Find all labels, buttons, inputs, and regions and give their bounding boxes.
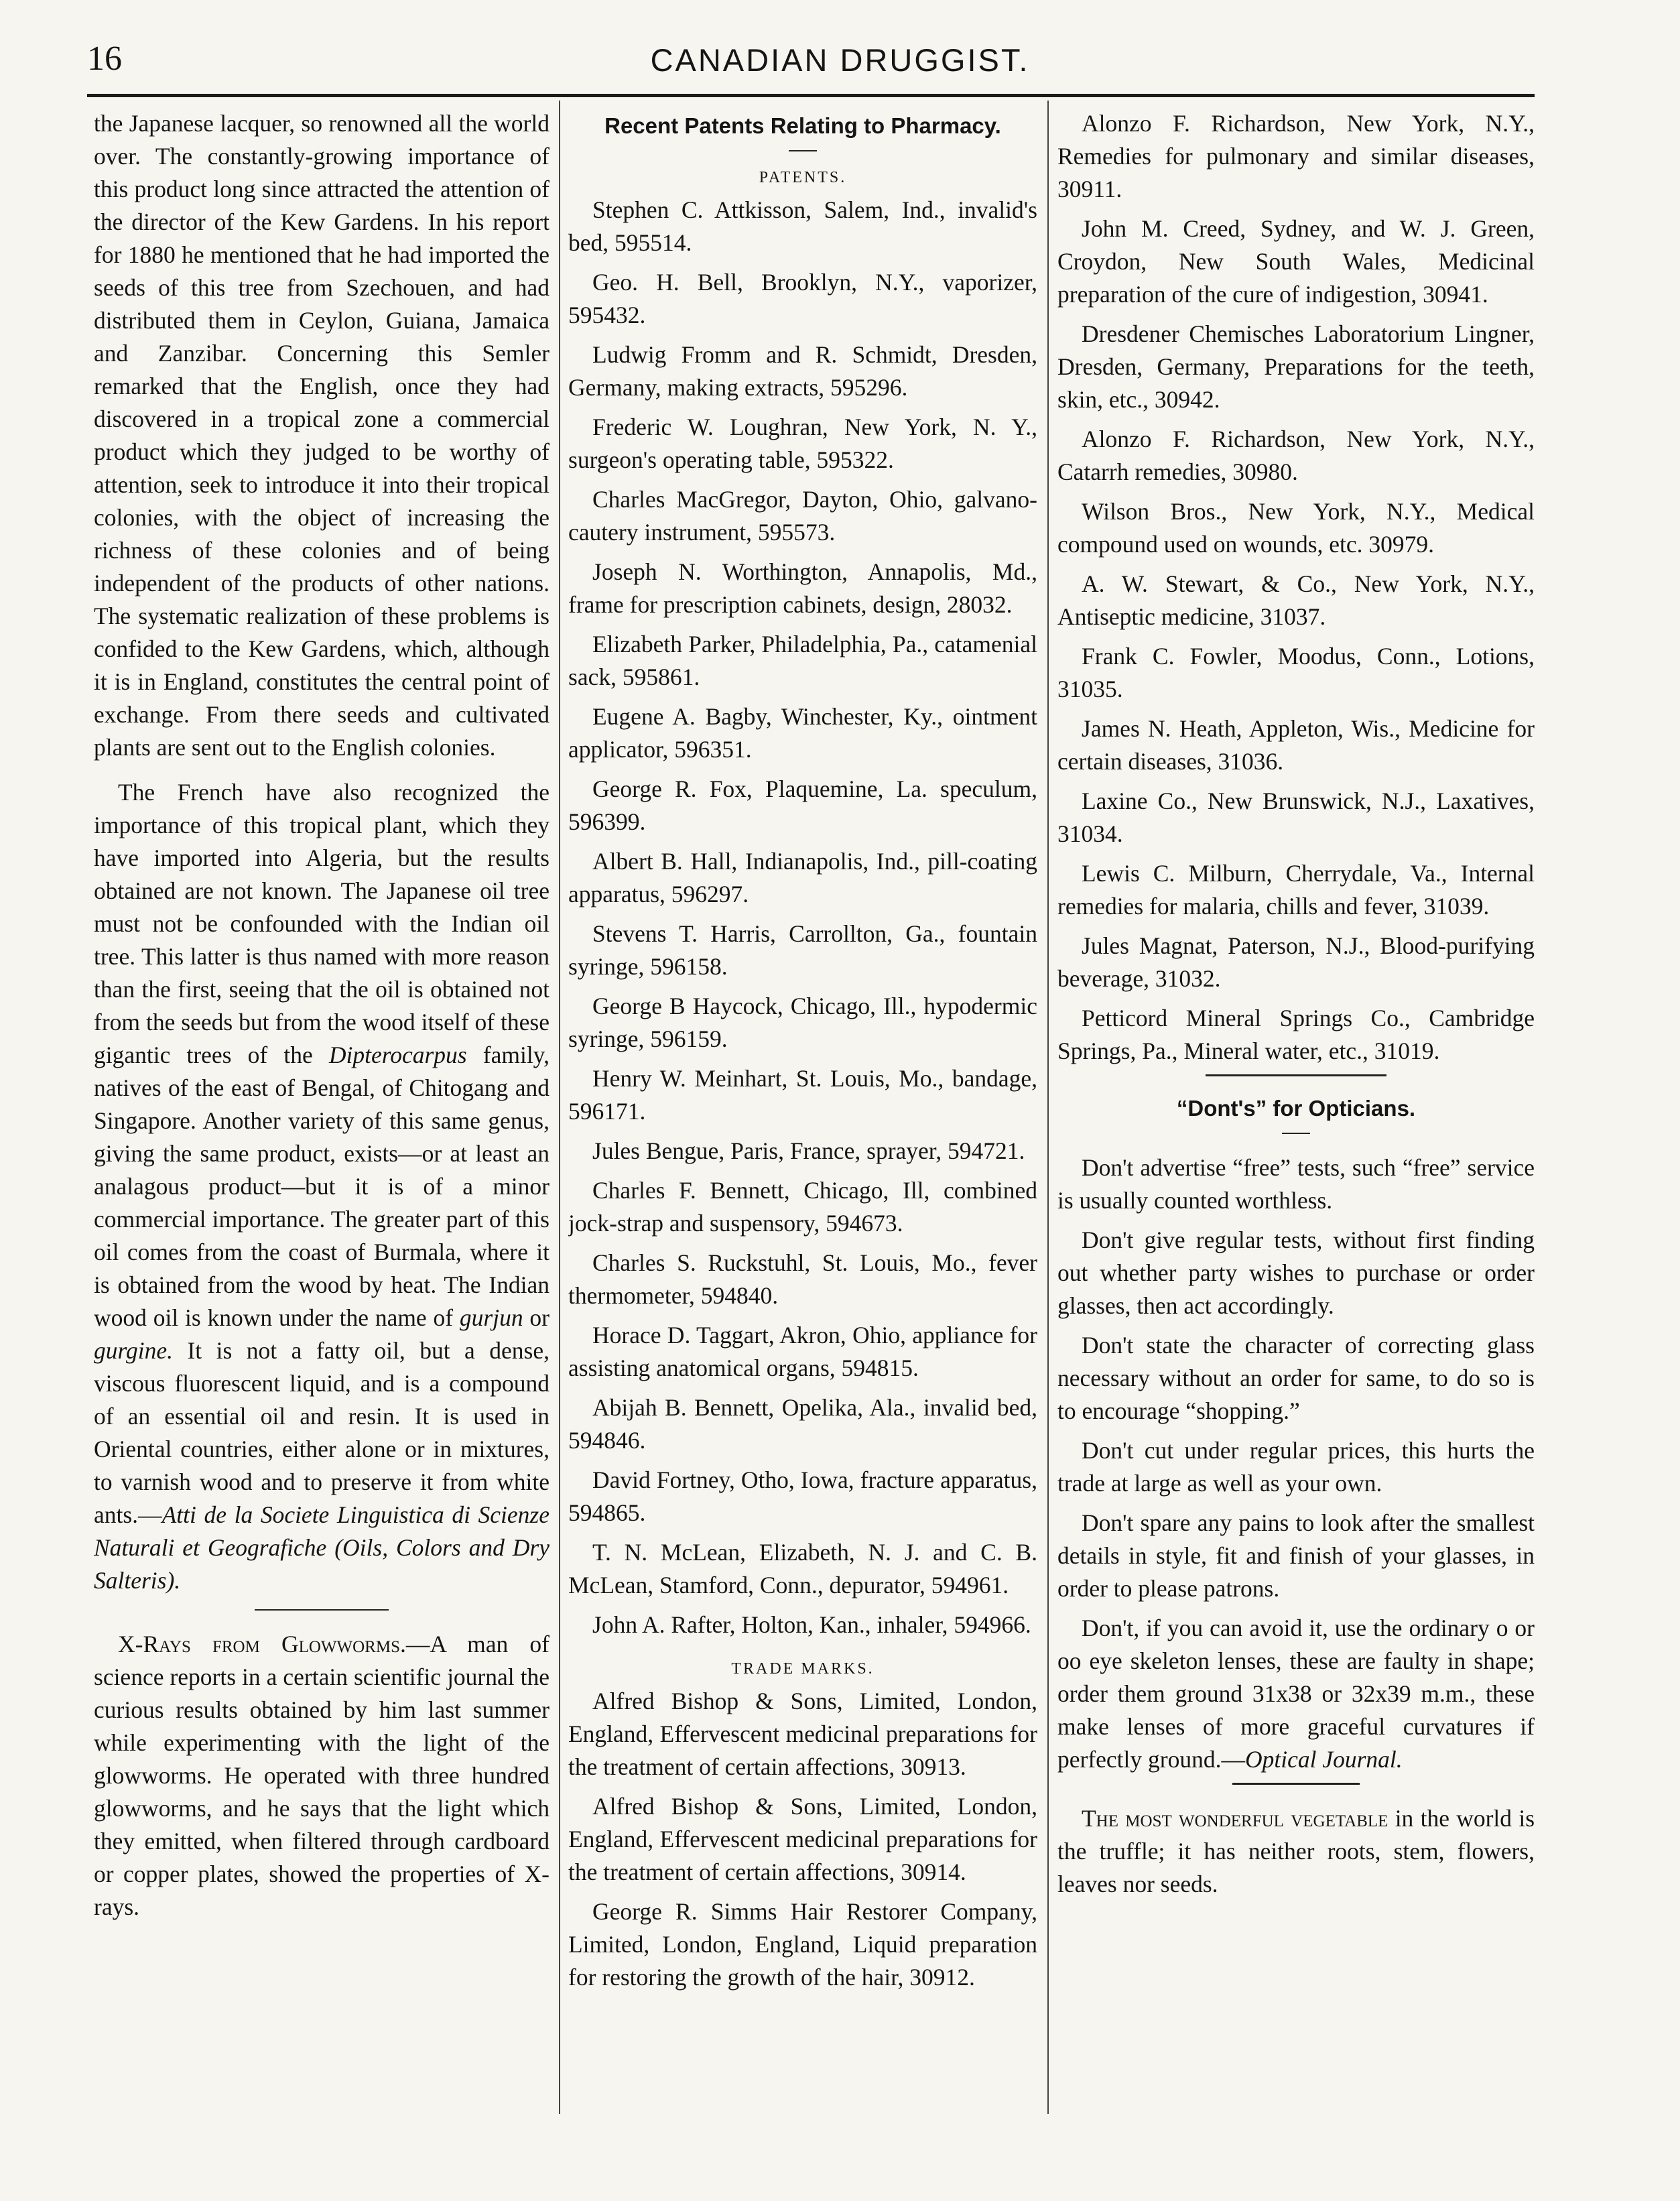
trademark-entry: Laxine Co., New Brunswick, N.J., Laxatives, 31034. — [1057, 788, 1535, 847]
article-separator — [1232, 1783, 1360, 1785]
dont-item-last — [1057, 1612, 1535, 1776]
wood-oil-italic-gurjun: gurjun — [459, 1304, 523, 1331]
wood-oil-text-d: It is not a fatty oil, but a dense, viscous fluorescent liquid, and is a compound of an essential oil and resin. It is used in Oriental countries, either alone or in mixtures, to varnish wood and to preserve it from white ants.— — [94, 1337, 550, 1528]
lacquer-paragraph: the Japanese lacquer, so renowned all the world over. The constantly-growing importance of this product long since attracted the attention of the director of the Kew Gardens. In his report for 1880 he mentioned that he had imported the seeds of this tree from Szechouen, and had distributed them in Ceylon, Guiana, Jamaica and Zanzibar. Concerning this Semler remarked that the English, once they had discovered in a tropical zone a commercial product which they judged to be worthy of attention, seek to introduce it into their tropical colonies, with the object of increasing the richness of these colonies and of being independent of the products of other nations. The systematic realization of these problems is confided to the Kew Gardens, which, although it is in England, constitutes the central point of exchange. From there seeds and cultivated plants are sent out to the English colonies. — [94, 110, 550, 761]
patent-entry: Frederic W. Loughran, New York, N. Y., surgeon's operating table, 595322. — [568, 414, 1037, 473]
patent-entry: Albert B. Hall, Indianapolis, Ind., pill-coating apparatus, 596297. — [568, 848, 1037, 907]
wood-oil-italic-gurgine: gurgine. — [94, 1337, 173, 1364]
trademark-entry: Jules Magnat, Paterson, N.J., Blood-purifying beverage, 31032. — [1057, 932, 1535, 992]
wood-oil-italic-genus: Dipterocarpus — [328, 1042, 467, 1068]
trademark-entry: Petticord Mineral Springs Co., Cambridge Springs, Pa., Mineral water, etc., 31019. — [1057, 1005, 1535, 1064]
trademark-entry: Alonzo F. Richardson, New York, N.Y., Remedies for pulmonary and similar diseases, 30911. — [1057, 110, 1535, 202]
header-rule — [87, 94, 1535, 97]
trademarks-subheading: TRADE MARKS. — [731, 1660, 875, 1678]
patent-entry: Elizabeth Parker, Philadelphia, Pa., catamenial sack, 595861. — [568, 631, 1037, 690]
wood-oil-text-a: The French have also recognized the importance of this tropical plant, which they have imported into Algeria, but the results obtained are not known. The Japanese oil tree must not be confounded with the Indian oil tree. This latter is thus named with more reason than the first, seeing that the oil is obtained not from the seeds but from the wood itself of these gigantic trees of the — [94, 779, 550, 1068]
column-left — [94, 107, 550, 2161]
truffle-body: in the world is the truffle; it has neither roots, stem, flowers, leaves nor seeds. — [1057, 1805, 1535, 1897]
wood-oil-paragraph — [94, 776, 550, 1597]
patent-entry: Charles MacGregor, Dayton, Ohio, galvano-cautery instrument, 595573. — [568, 486, 1037, 546]
column-right — [1057, 107, 1535, 2161]
patent-entry: Horace D. Taggart, Akron, Ohio, appliance for assisting anatomical organs, 594815. — [568, 1322, 1037, 1381]
trademark-entry: Alfred Bishop & Sons, Limited, London, England, Effervescent medicinal preparations for the treatment of certain affections, 30914. — [568, 1793, 1037, 1885]
opticians-heading: “Dont's” for Opticians. — [1176, 1096, 1416, 1121]
patent-entry: George B Haycock, Chicago, Ill., hypodermic syringe, 596159. — [568, 993, 1037, 1052]
dont-item: Don't spare any pains to look after the smallest details in style, fit and finish of your glasses, in order to please patrons. — [1057, 1509, 1535, 1602]
column-divider — [1047, 101, 1049, 2114]
column-middle — [568, 107, 1037, 2161]
trademark-entry: George R. Simms Hair Restorer Company, Limited, London, England, Liquid preparation for restoring the growth of the hair, 30912. — [568, 1898, 1037, 1991]
section-separator — [1206, 1074, 1386, 1076]
column-divider — [559, 101, 560, 2114]
trademark-entry: James N. Heath, Appleton, Wis., Medicine for certain diseases, 31036. — [1057, 715, 1535, 775]
patent-entry: Abijah B. Bennett, Opelika, Ala., invalid bed, 594846. — [568, 1394, 1037, 1454]
patent-entry: Ludwig Fromm and R. Schmidt, Dresden, Germany, making extracts, 595296. — [568, 341, 1037, 401]
truffle-lead: The most wonderful vegetable — [1082, 1805, 1388, 1832]
glowworm-body: —A man of science reports in a certain scientific journal the curious results obtained by him last summer while experimenting with the light of the glowworms. He operated with three hundred glowworms, and he says that the light which they emitted, when filtered through cardboard or copper plates, showed the properties of X-rays. — [94, 1631, 550, 1920]
dont-source: Optical Journal. — [1244, 1746, 1403, 1773]
patent-entry: Charles F. Bennett, Chicago, Ill, combined jock-strap and suspensory, 594673. — [568, 1177, 1037, 1237]
patent-entry: Henry W. Meinhart, St. Louis, Mo., bandage, 596171. — [568, 1065, 1037, 1125]
heading-rule — [1282, 1133, 1310, 1134]
patent-entry: Jules Bengue, Paris, France, sprayer, 594721. — [592, 1137, 1025, 1164]
glowworm-lead: X-Rays from Glowworms. — [118, 1631, 406, 1657]
trademark-entry: Frank C. Fowler, Moodus, Conn., Lotions, 31035. — [1057, 643, 1535, 702]
heading-rule — [789, 150, 817, 151]
truffle-paragraph — [1057, 1802, 1535, 1901]
trademark-entry: Wilson Bros., New York, N.Y., Medical compound used on wounds, etc. 30979. — [1057, 498, 1535, 558]
patents-heading: Recent Patents Relating to Pharmacy. — [604, 113, 1001, 138]
dont-item: Don't advertise “free” tests, such “free” service is usually counted worthless. — [1057, 1154, 1535, 1214]
patent-entry: T. N. McLean, Elizabeth, N. J. and C. B. McLean, Stamford, Conn., depurator, 594961. — [568, 1539, 1037, 1598]
trademark-entry: Lewis C. Milburn, Cherrydale, Va., Internal remedies for malaria, chills and fever, 31039. — [1057, 860, 1535, 920]
patent-entry: Geo. H. Bell, Brooklyn, N.Y., vaporizer, 595432. — [568, 269, 1037, 328]
dont-item: Don't state the character of correcting glass necessary without an order for same, to do so is to encourage “shopping.” — [1057, 1332, 1535, 1424]
patent-entry: Eugene A. Bagby, Winchester, Ky., ointment applicator, 596351. — [568, 703, 1037, 763]
trademark-entry: Alfred Bishop & Sons, Limited, London, England, Effervescent medicinal preparations for the treatment of certain affections, 30913. — [568, 1688, 1037, 1780]
patent-entry: Stephen C. Attkisson, Salem, Ind., invalid's bed, 595514. — [568, 196, 1037, 256]
trademark-entry: A. W. Stewart, & Co., New York, N.Y., Antiseptic medicine, 31037. — [1057, 570, 1535, 630]
wood-oil-citation: Atti de la Societe Linguistica di Scienze Naturali et Geografiche (Oils, Colors and Dry Salteris). — [94, 1501, 550, 1594]
dont-item: Don't cut under regular prices, this hurts the trade at large as well as your own. — [1057, 1437, 1535, 1497]
article-separator — [255, 1609, 389, 1611]
wood-oil-text-c: or — [523, 1304, 550, 1331]
page-number: 16 — [87, 40, 122, 78]
dont-last-text: Don't, if you can avoid it, use the ordinary o or oo eye skeleton lenses, these are faulty in shape; order them ground 31x38 or 32x39 m.m., these make lenses of more graceful curvatures if perfectly ground.— — [1057, 1615, 1535, 1773]
patent-entry: Joseph N. Worthington, Annapolis, Md., frame for prescription cabinets, design, 28032. — [568, 558, 1037, 618]
running-head-title: CANADIAN DRUGGIST. — [650, 42, 1030, 78]
patents-subheading: PATENTS. — [759, 169, 847, 186]
trademark-entry: Alonzo F. Richardson, New York, N.Y., Catarrh remedies, 30980. — [1057, 426, 1535, 485]
glowworm-paragraph — [94, 1628, 550, 1924]
patent-entry: George R. Fox, Plaquemine, La. speculum, 596399. — [568, 775, 1037, 835]
trademark-entry: Dresdener Chemisches Laboratorium Lingner, Dresden, Germany, Preparations for the teeth, skin, etc., 30942. — [1057, 320, 1535, 413]
dont-item: Don't give regular tests, without first finding out whether party wishes to purchase or order glasses, then act accordingly. — [1057, 1227, 1535, 1319]
patent-entry: Charles S. Ruckstuhl, St. Louis, Mo., fever thermometer, 594840. — [568, 1249, 1037, 1309]
patent-entry: David Fortney, Otho, Iowa, fracture apparatus, 594865. — [568, 1466, 1037, 1526]
patent-entry: Stevens T. Harris, Carrollton, Ga., fountain syringe, 596158. — [568, 920, 1037, 980]
patent-entry: John A. Rafter, Holton, Kan., inhaler, 594966. — [592, 1611, 1031, 1638]
trademark-entry: John M. Creed, Sydney, and W. J. Green, Croydon, New South Wales, Medicinal preparation of the cure of indigestion, 30941. — [1057, 215, 1535, 308]
wood-oil-text-b: family, natives of the east of Bengal, of Chitogang and Singapore. Another variety of this same genus, giving the same product, exists—or at least an analagous product—but it is of a minor commercial importance. The greater part of this oil comes from the coast of Burmala, where it is obtained from the wood by heat. The Indian wood oil is known under the name of — [94, 1042, 550, 1331]
